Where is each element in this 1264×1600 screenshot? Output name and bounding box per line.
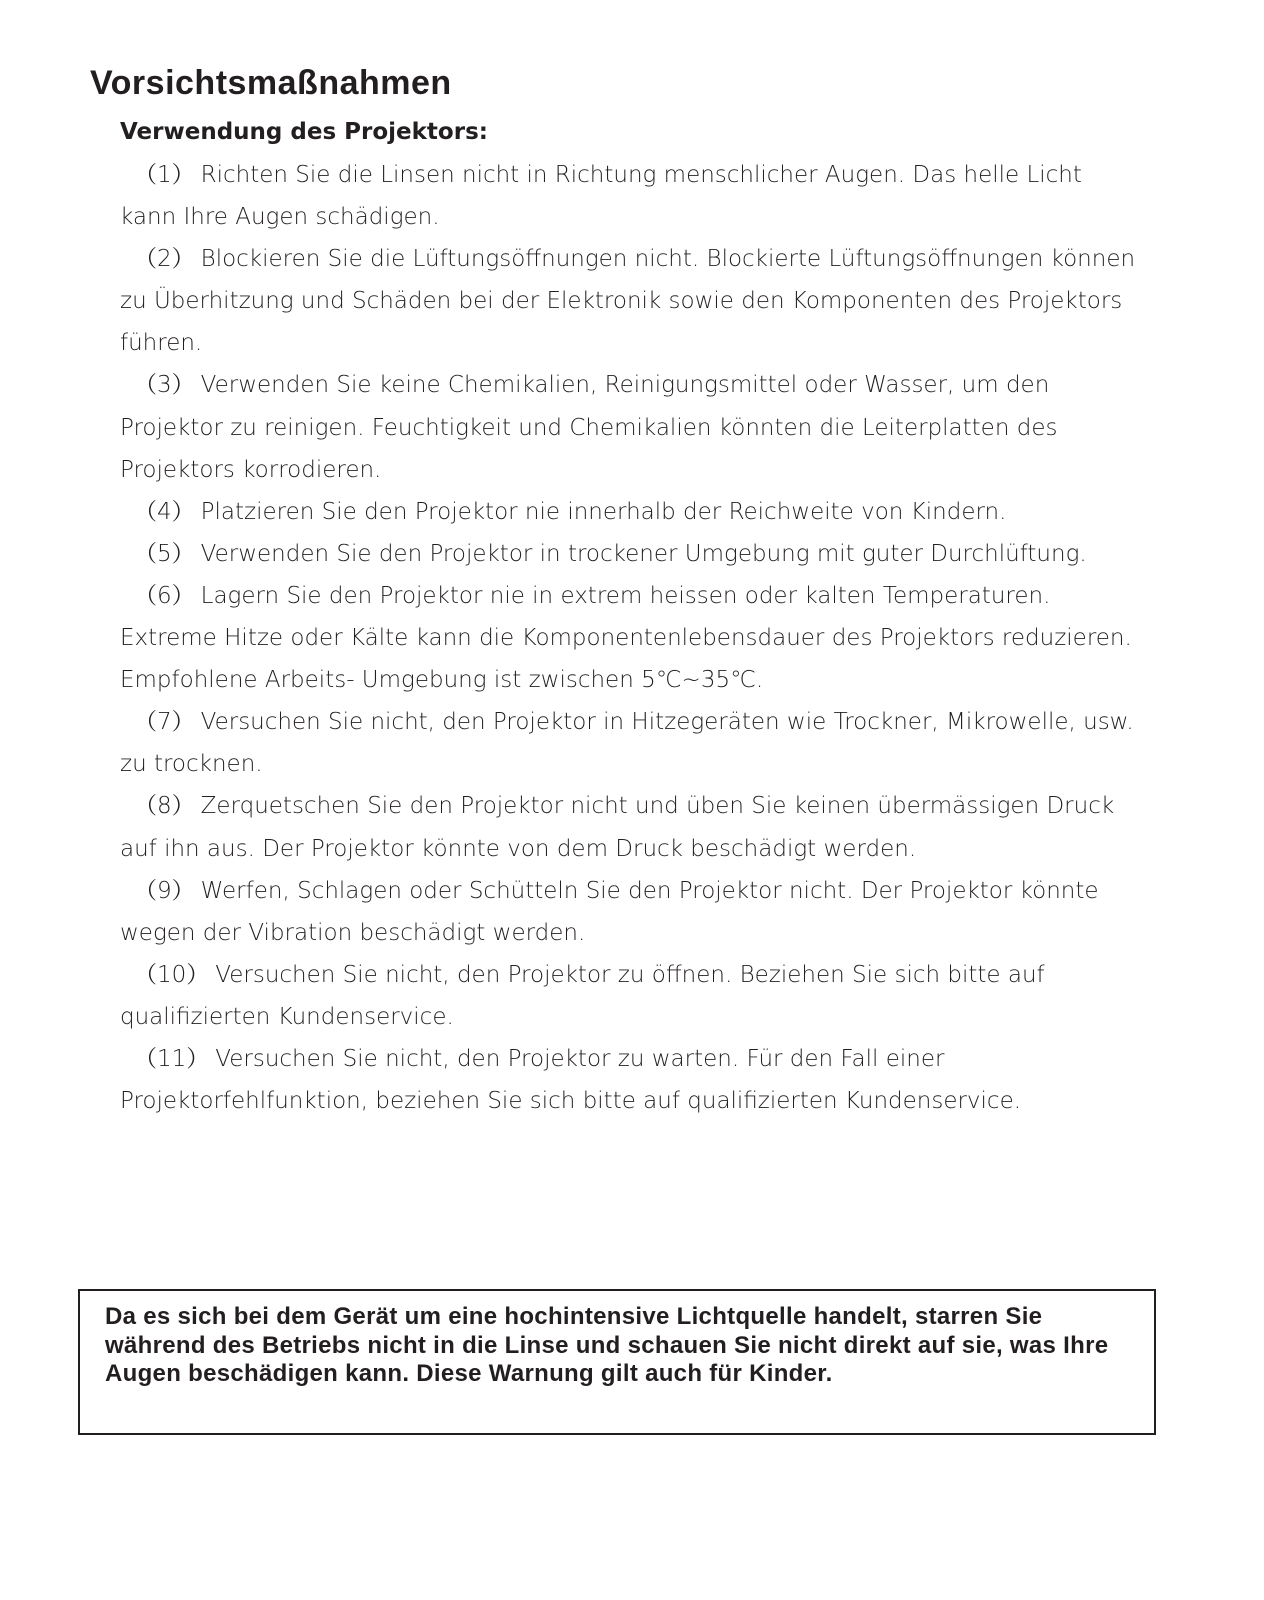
item-number: （5）: [134, 540, 195, 567]
item-number: （10）: [134, 961, 210, 988]
item-text: Lagern Sie den Projektor nie in extrem heissen oder kalten Temperaturen. Extreme Hitze oder Kälte kann die Komponentenlebensdauer des Projektors reduzieren. Empfohlene Arbeits- Umgebung ist zwischen 5℃~35℃.: [120, 582, 1132, 694]
item-text: Werfen, Schlagen oder Schütteln Sie den Projektor nicht. Der Projektor könnte wegen der Vibration beschädigt werden.: [120, 877, 1099, 946]
item-text: Verwenden Sie den Projektor in trockener Umgebung mit guter Durchlüftung.: [200, 540, 1087, 567]
item-number: （4）: [134, 498, 195, 525]
item-text: Verwenden Sie keine Chemikalien, Reinigungsmittel oder Wasser, um den Projektor zu reinigen. Feuchtigkeit und Chemikalien könnten die Leiterplatten des Projektors korrodieren.: [120, 372, 1058, 483]
item-text: Versuchen Sie nicht, den Projektor zu öffnen. Beziehen Sie sich bitte auf qualifizierten Kundenservice.: [120, 961, 1045, 1030]
precaution-item: [120, 954, 1140, 1038]
precaution-item: [120, 533, 1140, 575]
item-number: （8）: [134, 793, 195, 820]
item-text: Richten Sie die Linsen nicht in Richtung menschlicher Augen. Das helle Licht kann Ihre Augen schädigen.: [120, 162, 1082, 231]
precautions-section: [120, 112, 1140, 1122]
item-text: Platzieren Sie den Projektor nie innerhalb der Reichweite von Kindern.: [200, 498, 1007, 525]
item-number: （11）: [134, 1045, 210, 1072]
item-number: （6）: [134, 582, 195, 609]
item-number: （7）: [134, 709, 195, 736]
precaution-item: [120, 785, 1140, 869]
warning-box: [78, 1289, 1156, 1435]
precaution-item: [120, 870, 1140, 954]
item-number: （9）: [134, 877, 195, 904]
page-title: Vorsichtsmaßnahmen: [90, 64, 452, 102]
warning-text: Da es sich bei dem Gerät um eine hochintensive Lichtquelle handelt, starren Sie während des Betriebs nicht in die Linse und schauen Sie nicht direkt auf sie, was Ihre Augen beschädigen kann. Diese Warnung gilt auch für Kinder.: [105, 1303, 1109, 1387]
precaution-item: [120, 154, 1140, 238]
precaution-item: [120, 575, 1140, 701]
item-number: （1）: [134, 162, 195, 188]
section-subtitle: Verwendung des Projektors:: [120, 119, 488, 145]
precaution-item: [120, 1038, 1140, 1122]
precaution-item: [120, 701, 1140, 785]
item-text: Blockieren Sie die Lüftungsöffnungen nicht. Blockierte Lüftungsöffnungen können zu Überhitzung und Schäden bei der Elektronik sowie den Komponenten des Projektors führen.: [120, 246, 1136, 357]
item-number: （3）: [134, 372, 195, 399]
precaution-item: [120, 364, 1140, 490]
item-number: （2）: [134, 246, 195, 273]
item-text: Versuchen Sie nicht, den Projektor zu warten. Für den Fall einer Projektorfehlfunktion, beziehen Sie sich bitte auf qualifizierten Kundenservice.: [120, 1045, 1022, 1115]
item-text: Zerquetschen Sie den Projektor nicht und üben Sie keinen übermässigen Druck auf ihn aus. Der Projektor könnte von dem Druck beschädigt werden.: [120, 793, 1115, 862]
precaution-item: [120, 238, 1140, 364]
item-text: Versuchen Sie nicht, den Projektor in Hitzegeräten wie Trockner, Mikrowelle, usw. zu trocknen.: [120, 709, 1134, 778]
precaution-item: [120, 491, 1140, 533]
